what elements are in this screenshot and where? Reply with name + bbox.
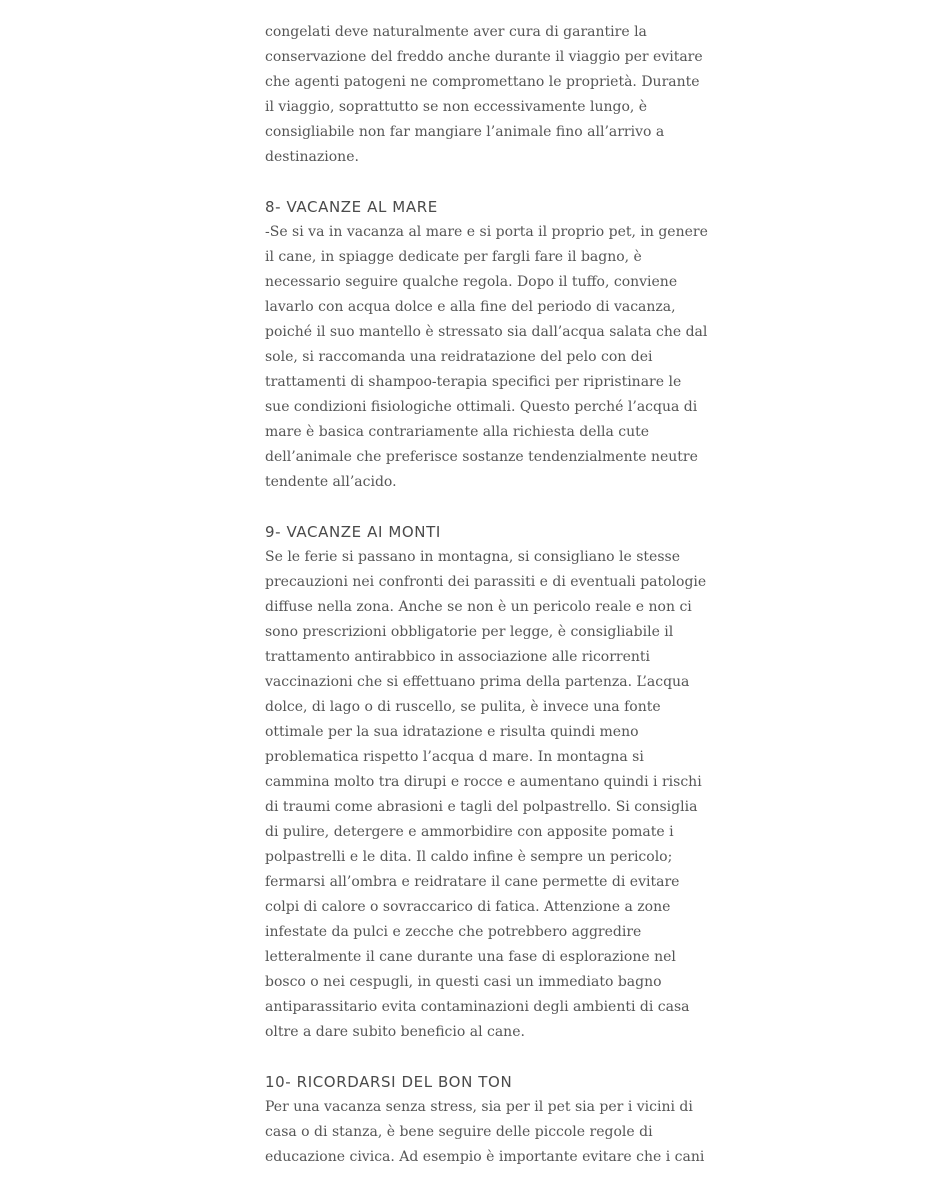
- text-line: fermarsi all’ombra e reidratare il cane permette di evitare: [265, 874, 680, 890]
- text-line: diffuse nella zona. Anche se non è un pericolo reale e non ci: [265, 599, 692, 615]
- text-line: di pulire, detergere e ammorbidire con apposite pomate i: [265, 824, 674, 840]
- article-body: [265, 20, 708, 1170]
- text-line: tendente all’acido.: [265, 474, 397, 490]
- text-line: poiché il suo mantello è stressato sia dall’acqua salata che dal: [265, 324, 708, 340]
- text-line: trattamento antirabbico in associazione alle ricorrenti: [265, 649, 651, 665]
- text-line: cammina molto tra dirupi e rocce e aumentano quindi i rischi: [265, 774, 702, 790]
- text-line: infestate da pulci e zecche che potrebbero aggredire: [265, 924, 642, 940]
- section-paragraph: [265, 220, 708, 495]
- text-line: Per una vacanza senza stress, sia per il pet sia per i vicini di: [265, 1099, 693, 1115]
- text-line: destinazione.: [265, 149, 359, 165]
- text-line: necessario seguire qualche regola. Dopo il tuffo, conviene: [265, 274, 678, 290]
- text-line: vaccinazioni che si effettuano prima della partenza. L’acqua: [265, 674, 690, 690]
- section-heading: 8- VACANZE AL MARE: [265, 198, 438, 216]
- section-vacanze-al-mare: [265, 195, 708, 495]
- section-paragraph: [265, 1095, 705, 1170]
- text-line: antiparassitario evita contaminazioni degli ambienti di casa: [265, 999, 690, 1015]
- text-line: precauzioni nei confronti dei parassiti e di eventuali patologie: [265, 574, 707, 590]
- section-vacanze-ai-monti: [265, 520, 707, 1045]
- text-line: il viaggio, soprattutto se non eccessivamente lungo, è: [265, 99, 648, 115]
- text-line: sole, si raccomanda una reidratazione del pelo con dei: [265, 349, 653, 365]
- section-paragraph: [265, 545, 707, 1045]
- section-heading: 10- RICORDARSI DEL BON TON: [265, 1073, 513, 1091]
- text-line: sue condizioni fisiologiche ottimali. Questo perché l’acqua di: [265, 399, 698, 415]
- text-line: oltre a dare subito beneficio al cane.: [265, 1024, 525, 1040]
- text-line: trattamenti di shampoo-terapia specifici per ripristinare le: [265, 374, 682, 390]
- text-line: che agenti patogeni ne compromettano le proprietà. Durante: [265, 74, 700, 90]
- text-line: congelati deve naturalmente aver cura di garantire la: [265, 24, 647, 40]
- text-line: polpastrelli e le dita. Il caldo infine è sempre un pericolo;: [265, 849, 673, 865]
- text-line: educazione civica. Ad esempio è importante evitare che i cani: [265, 1149, 705, 1165]
- text-line: conservazione del freddo anche durante il viaggio per evitare: [265, 49, 703, 65]
- text-line: mare è basica contrariamente alla richiesta della cute: [265, 424, 650, 440]
- section-bon-ton: [265, 1070, 705, 1170]
- text-line: letteralmente il cane durante una fase di esplorazione nel: [265, 949, 676, 965]
- text-line: sono prescrizioni obbligatorie per legge, è consigliabile il: [265, 624, 674, 640]
- text-line: casa o di stanza, è bene seguire delle piccole regole di: [265, 1124, 653, 1140]
- text-line: dolce, di lago o di ruscello, se pulita, è invece una fonte: [265, 699, 661, 715]
- text-line: lavarlo con acqua dolce e alla fine del periodo di vacanza,: [265, 299, 676, 315]
- text-line: problematica rispetto l’acqua d mare. In montagna si: [265, 749, 644, 765]
- text-line: consigliabile non far mangiare l’animale fino all’arrivo a: [265, 124, 665, 140]
- text-line: ottimale per la sua idratazione e risulta quindi meno: [265, 724, 639, 740]
- intro-paragraph: [265, 20, 703, 170]
- text-line: di traumi come abrasioni e tagli del polpastrello. Si consiglia: [265, 799, 698, 815]
- text-line: dell’animale che preferisce sostanze tendenzialmente neutre: [265, 449, 698, 465]
- text-line: Se le ferie si passano in montagna, si consigliano le stesse: [265, 549, 680, 565]
- section-heading: 9- VACANZE AI MONTI: [265, 523, 441, 541]
- text-line: -Se si va in vacanza al mare e si porta il proprio pet, in genere: [265, 224, 708, 240]
- text-line: bosco o nei cespugli, in questi casi un immediato bagno: [265, 974, 662, 990]
- text-line: colpi di calore o sovraccarico di fatica. Attenzione a zone: [265, 899, 671, 915]
- text-line: il cane, in spiagge dedicate per fargli fare il bagno, è: [265, 249, 642, 265]
